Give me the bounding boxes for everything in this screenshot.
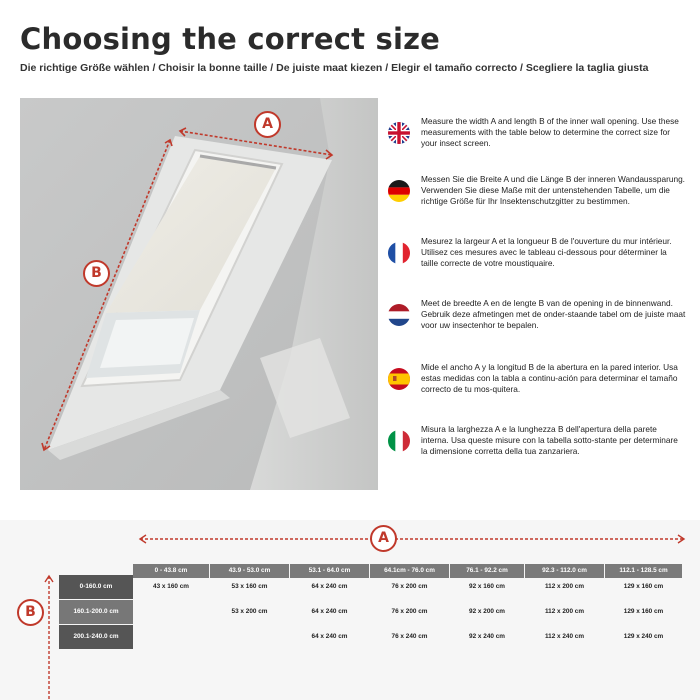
- column-header: 0 - 43.8 cm: [133, 564, 209, 578]
- table-cell: 64 x 240 cm: [311, 608, 348, 615]
- table-cell: 112 x 200 cm: [544, 608, 585, 615]
- page-title: Choosing the correct size: [20, 22, 441, 56]
- length-b-badge: B: [83, 260, 110, 287]
- italy-flag-icon: [388, 430, 410, 452]
- column-header: 92.3 - 112.0 cm: [525, 564, 604, 578]
- table-cell: 76 x 240 cm: [391, 633, 428, 640]
- instruction-text: Mesurez la largeur A et la longueur B de l'ouverture du mur intérieur. Utilisez ces mesures avec le tableau ci-dessous pour déterminer la taille correcte de votre moustiquaire.: [421, 236, 672, 269]
- table-cell: [133, 625, 209, 649]
- table-cell: 76 x 200 cm: [391, 583, 428, 590]
- table-cell: 43 x 160 cm: [153, 583, 189, 590]
- table-cell: 112 x 200 cm: [544, 583, 585, 590]
- column-header: 112.1 - 128.5 cm: [605, 564, 682, 578]
- table-cell: 129 x 240 cm: [623, 633, 664, 640]
- table-cell: 112 x 240 cm: [544, 633, 585, 640]
- instruction-text: Mide el ancho A y la longitud B de la abertura en la pared interior. Usa estas medidas con la tabla a continu-ación para determinar el tamaño correcto de tu mos-quitera.: [421, 362, 678, 395]
- roof-window-illustration: [20, 98, 378, 490]
- table-cell: 129 x 160 cm: [623, 583, 664, 590]
- column-header: 76.1 - 92.2 cm: [450, 564, 524, 578]
- france-flag-icon: [388, 242, 410, 264]
- uk-flag-icon: [388, 122, 410, 144]
- instruction-text: Meet de breedte A en de lengte B van de opening in de binnenwand. Gebruik deze afmetingen met de onder-staande tabel om de juiste maat voor uw insectenhor te bepalen.: [421, 298, 686, 331]
- table-cell: 64 x 240 cm: [311, 583, 348, 590]
- table-cell: 53 x 200 cm: [231, 608, 268, 615]
- table-cell: 129 x 160 cm: [623, 608, 664, 615]
- table-length-b-badge: B: [17, 599, 44, 626]
- table-cell: [133, 600, 209, 624]
- table-cell: 92 x 160 cm: [469, 583, 505, 590]
- table-cell: [210, 625, 289, 649]
- column-header: 53.1 - 64.0 cm: [290, 564, 369, 578]
- netherlands-flag-icon: [388, 304, 410, 326]
- page-subtitle: Die richtige Größe wählen / Choisir la bonne taille / De juiste maat kiezen / Elegir el tamaño correcto / Scegliere la taglia giusta: [20, 62, 649, 74]
- row-header: 200.1-240.0 cm: [59, 625, 133, 649]
- width-a-badge: A: [254, 111, 281, 138]
- row-header: 160.1-200.0 cm: [59, 600, 133, 624]
- column-header: 43.9 - 53.0 cm: [210, 564, 289, 578]
- instruction-text: Messen Sie die Breite A und die Länge B der inneren Wandaussparung. Verwenden Sie diese Maße mit der untenstehenden Tabelle, um die richtige Größe für Ihr Insektenschutzgitter zu bestimmen.: [421, 174, 685, 207]
- row-header: 0-160.0 cm: [59, 575, 133, 599]
- germany-flag-icon: [388, 180, 410, 202]
- table-cell: 64 x 240 cm: [311, 633, 348, 640]
- table-cell: 92 x 200 cm: [469, 608, 505, 615]
- table-cell: 92 x 240 cm: [469, 633, 505, 640]
- table-width-a-badge: A: [370, 525, 397, 552]
- table-cell: 76 x 200 cm: [391, 608, 428, 615]
- instruction-text: Misura la larghezza A e la lunghezza B dell'apertura della parete interna. Usa queste misure con la tabella sotto-stante per determinare la dimensione corretta della tua zanzariera.: [421, 424, 678, 457]
- column-header: 64.1cm - 76.0 cm: [370, 564, 449, 578]
- spain-flag-icon: [388, 368, 410, 390]
- instruction-text: Measure the width A and length B of the inner wall opening. Use these measurements with the table below to determine the correct size for your insect screen.: [421, 116, 679, 149]
- size-table: [0, 520, 700, 700]
- table-cell: 53 x 160 cm: [231, 583, 268, 590]
